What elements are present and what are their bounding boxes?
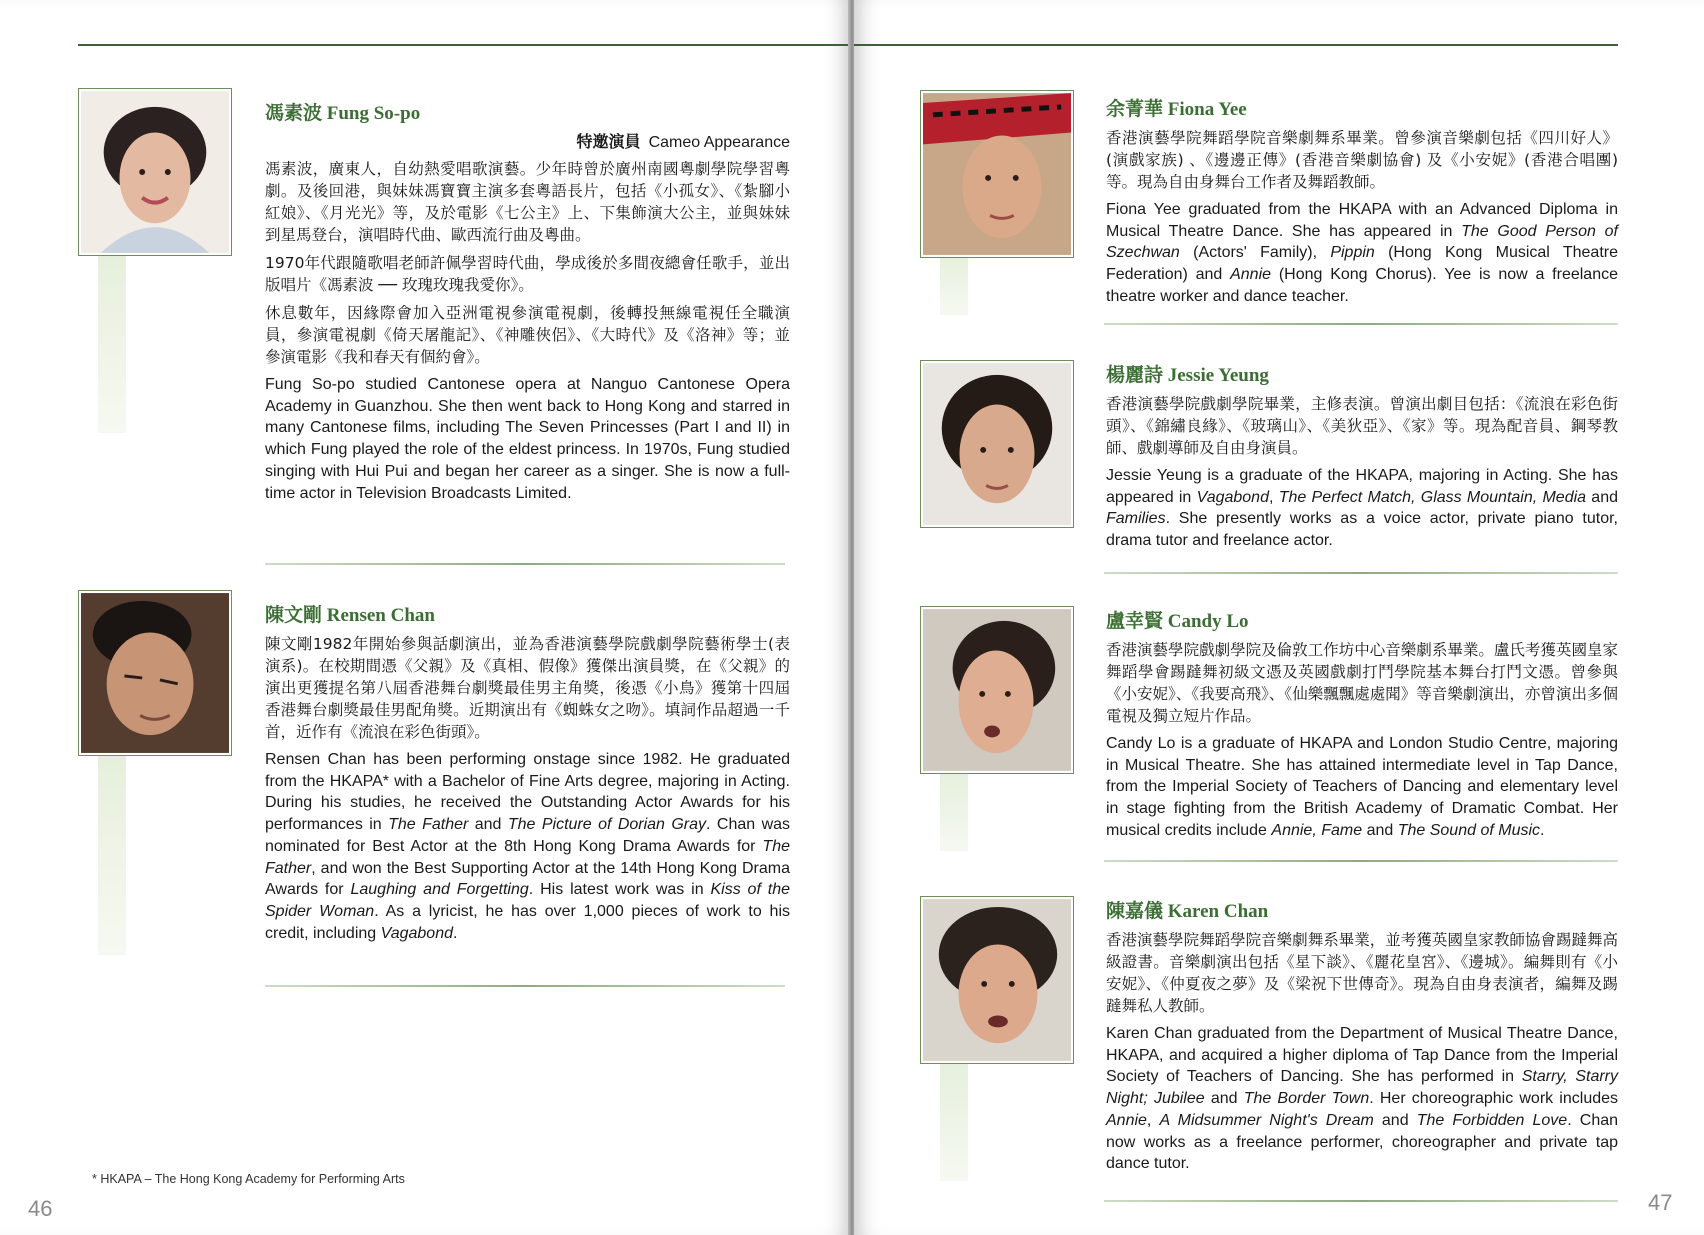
italic-title: The Perfect Match, Glass Mountain, Media: [1278, 488, 1587, 506]
profile-fiona-yee: [920, 90, 1620, 330]
bio-en-paragraph: Fung So-po studied Cantonese opera at Nanguo Cantonese Opera Academy in Guanzhou. She then went back to Hong Kong and starred in many Cantonese films, including The Seven Princesses (Part I and II) in which Fung played the role of the eldest princess. In 1970s, Fung studied singing with Hui Pui and began her career as a singer. She is now a full-time actor in Television Broadcasts Limited.: [265, 376, 790, 502]
page-number-right: 47: [1648, 1190, 1673, 1215]
entry-divider: [265, 563, 785, 565]
italic-title: Vagabond: [380, 924, 453, 942]
top-rule: [854, 44, 1618, 46]
bio-zh-paragraph: 香港演藝學院戲劇學院畢業，主修表演。曾演出劇目包括：《流浪在彩色街頭》、《錦繡良緣》、《玻璃山》、《美狄亞》、《家》等。現為配音員、鋼琴教師、戲劇導師及自由身演員。: [1106, 395, 1618, 457]
italic-title: Starry, Starry Night; Jubilee: [1106, 1068, 1619, 1108]
portrait-photo-jessie: [920, 360, 1074, 528]
italic-title: The Sound of Music: [1397, 821, 1541, 839]
photo-shadow-strip: [98, 755, 126, 955]
portrait-photo-candy: [920, 606, 1074, 774]
italic-title: A Midsummer Night's Dream: [1159, 1111, 1374, 1129]
entry-divider: [1104, 323, 1618, 325]
performer-name: 陳嘉儀 Karen Chan: [1106, 901, 1269, 922]
portrait-image: [81, 593, 229, 753]
italic-title: The Border Town: [1243, 1090, 1370, 1108]
bio-en-paragraph: Rensen Chan has been performing onstage since 1982. He graduated from the HKAPA* with a Bachelor of Fine Arts degree, majoring in Acting. During his studies, he received the Outstanding Actor Awards for his performances in The Father and The Picture of Dorian Gray. Chan was nominated for Best Actor at the 8th Hong Kong Drama Awards for The Father, and won the Best Supporting Actor at the 14th Hong Kong Drama Awards for Laughing and Forgetting. His latest work was in Kiss of the Spider Woman. As a lyricist, he has over 1,000 pieces of work to his credit, including Vagabond.: [265, 751, 791, 942]
bio-zh-paragraph: 香港演藝學院戲劇學院及倫敦工作坊中心音樂劇系畢業。盧氏考獲英國皇家舞蹈學會踢躂舞初級文憑及英國戲劇打鬥學院基本舞台打鬥文憑。曾參與《小安妮》、《我要高飛》、《仙樂飄飄處處聞》等音樂劇演出，亦曾演出多個電視及獨立短片作品。: [1106, 641, 1618, 725]
entry-divider: [1104, 572, 1618, 574]
portrait-image: [923, 93, 1071, 255]
role-zh: 特邀演員: [576, 132, 641, 151]
italic-title: Annie: [1106, 1111, 1147, 1129]
profile-jessie-yeung: [920, 360, 1620, 580]
bio-text-fiona: [1106, 94, 1618, 308]
portrait-image: [923, 899, 1071, 1061]
footnote: * HKAPA – The Hong Kong Academy for Performing Arts: [92, 1172, 405, 1186]
performer-name: 盧幸賢 Candy Lo: [1106, 611, 1249, 632]
profile-candy-lo: [920, 606, 1620, 866]
photo-shadow-strip: [940, 771, 968, 851]
bio-text-rensen: [265, 600, 790, 944]
performer-name: 余菁華 Fiona Yee: [1106, 99, 1247, 120]
bio-zh-paragraph: 馮素波，廣東人，自幼熱愛唱歌演藝。少年時曾於廣州南國粵劇學院學習粵劇。及後回港，與妹妹馮寶寶主演多套粵語長片，包括《小孤女》、《紮腳小紅娘》、《月光光》等，及於電影《七公主》上、下集飾演大公主，並與妹妹到星馬登台，演唱時代曲、歐西流行曲及粵曲。: [265, 160, 790, 244]
italic-title: Kiss of the Spider Woman: [265, 881, 791, 920]
entry-divider: [1104, 860, 1618, 862]
bio-en-paragraph: Jessie Yeung is a graduate of the HKAPA, majoring in Acting. She has appeared in Vagabond, The Perfect Match, Glass Mountain, Media and Families. She presently works as a voice actor, private piano tutor, drama tutor and freelance actor.: [1106, 467, 1619, 550]
italic-title: Vagabond: [1196, 488, 1269, 506]
bio-text-jessie: [1106, 360, 1618, 552]
italic-title: The Father: [388, 816, 469, 834]
bio-text-karen: [1106, 896, 1618, 1175]
bio-en-paragraph: Fiona Yee graduated from the HKAPA with an Advanced Diploma in Musical Theatre Dance. She has appeared in The Good Person of Szechwan (Actors' Family), Pippin (Hong Kong Musical Theatre Federation) and Annie (Hong Kong Chorus). Yee is now a freelance theatre worker and dance teacher.: [1106, 201, 1619, 305]
portrait-photo-fiona: [920, 90, 1074, 258]
performer-name: 陳文剛 Rensen Chan: [265, 605, 435, 626]
portrait-photo-rensen: [78, 590, 232, 756]
portrait-image: [81, 91, 229, 253]
portrait-image: [923, 363, 1071, 525]
photo-shadow-strip: [940, 1061, 968, 1181]
left-page: [0, 0, 850, 1235]
italic-title: Annie: [1230, 266, 1272, 284]
bio-zh-paragraph: 香港演藝學院舞蹈學院音樂劇舞系畢業。曾參演音樂劇包括《四川好人》(演戲家族) 、《邊邊正傳》(香港音樂劇協會) 及《小安妮》(香港合唱團) 等。現為自由身舞台工作者及舞蹈教師。: [1106, 129, 1618, 191]
bio-text-fung: [265, 98, 790, 504]
italic-title: Laughing and Forgetting: [350, 881, 529, 899]
photo-shadow-strip: [940, 255, 968, 315]
portrait-photo-fung: [78, 88, 232, 256]
italic-title: Annie, Fame: [1271, 821, 1363, 839]
bio-zh-paragraph: 1970年代跟隨歌唱老師許佩學習時代曲，學成後於多間夜總會任歌手，並出版唱片《馮素波 ── 玫瑰玫瑰我愛你》。: [265, 254, 790, 294]
italic-title: The Picture of Dorian Gray: [507, 816, 707, 834]
bio-en-paragraph: Karen Chan graduated from the Department of Musical Theatre Dance, HKAPA, and acquired a higher diploma of Tap Dance from the Imperial Society of Teachers of Dancing. She has performed in Starry, Starry Night; Jubilee and The Border Town. Her choreographic work includes Annie, A Midsummer Night's Dream and The Forbidden Love. Chan now works as a freelance performer, choreographer and private tap dance tutor.: [1106, 1025, 1619, 1173]
page-number-left: 46: [28, 1196, 53, 1221]
italic-title: Pippin: [1330, 244, 1375, 262]
profile-fung-so-po: [78, 88, 790, 578]
bio-zh-paragraph: 陳文剛1982年開始參與話劇演出，並為香港演藝學院戲劇學院藝術學士(表演系)。在校期間憑《父親》及《真相、假像》獲傑出演員獎，在《父親》的演出更獲提名第八屆香港舞台劇獎最佳男主角獎，後憑《小鳥》獲第十四屆香港舞台劇獎最佳男配角獎。近期演出有《蜘蛛女之吻》。填詞作品超過一千首，近作有《流浪在彩色街頭》。: [265, 635, 790, 741]
performer-name: 楊麗詩 Jessie Yeung: [1106, 365, 1269, 386]
right-page: [854, 0, 1704, 1235]
italic-title: The Forbidden Love: [1416, 1111, 1568, 1129]
bio-en-paragraph: Candy Lo is a graduate of HKAPA and London Studio Centre, majoring in Musical Theatre. She has attained intermediate level in Tap Dance, from the Imperial Society of Teachers of Dancing and elementary level in stage fighting from the British Academy of Dramatic Combat. Her musical credits include Annie, Fame and The Sound of Music.: [1106, 735, 1618, 839]
portrait-photo-karen: [920, 896, 1074, 1064]
portrait-image: [923, 609, 1071, 771]
role-en: Cameo Appearance: [648, 134, 790, 151]
italic-title: The Good Person of Szechwan: [1106, 222, 1618, 262]
bio-zh-paragraph: 香港演藝學院舞蹈學院音樂劇舞系畢業，並考獲英國皇家教師協會踢躂舞高級證書。音樂劇演出包括《星下談》、《麗花皇宮》、《邊城》。編舞則有《小安妮》、《仲夏夜之夢》及《梁祝下世傳奇》。現為自由身表演者，編舞及踢躂舞私人教師。: [1106, 931, 1618, 1015]
top-rule: [78, 44, 850, 46]
bio-zh-paragraph: 休息數年，因緣際會加入亞洲電視參演電視劇，後轉投無線電視任全職演員，參演電視劇《倚天屠龍記》、《神雕俠侶》、《大時代》及《洛神》等；並參演電影《我和春天有個約會》。: [265, 304, 790, 366]
entry-divider: [265, 985, 785, 987]
profile-rensen-chan: [78, 590, 790, 990]
italic-title: The Father: [265, 837, 790, 877]
italic-title: Families: [1106, 510, 1166, 528]
role-label: [265, 129, 790, 152]
profile-karen-chan: [920, 896, 1620, 1196]
bio-text-candy: [1106, 606, 1618, 842]
entry-divider: [1104, 1200, 1618, 1202]
photo-shadow-strip: [98, 253, 126, 433]
performer-name: 馮素波 Fung So-po: [265, 103, 421, 124]
